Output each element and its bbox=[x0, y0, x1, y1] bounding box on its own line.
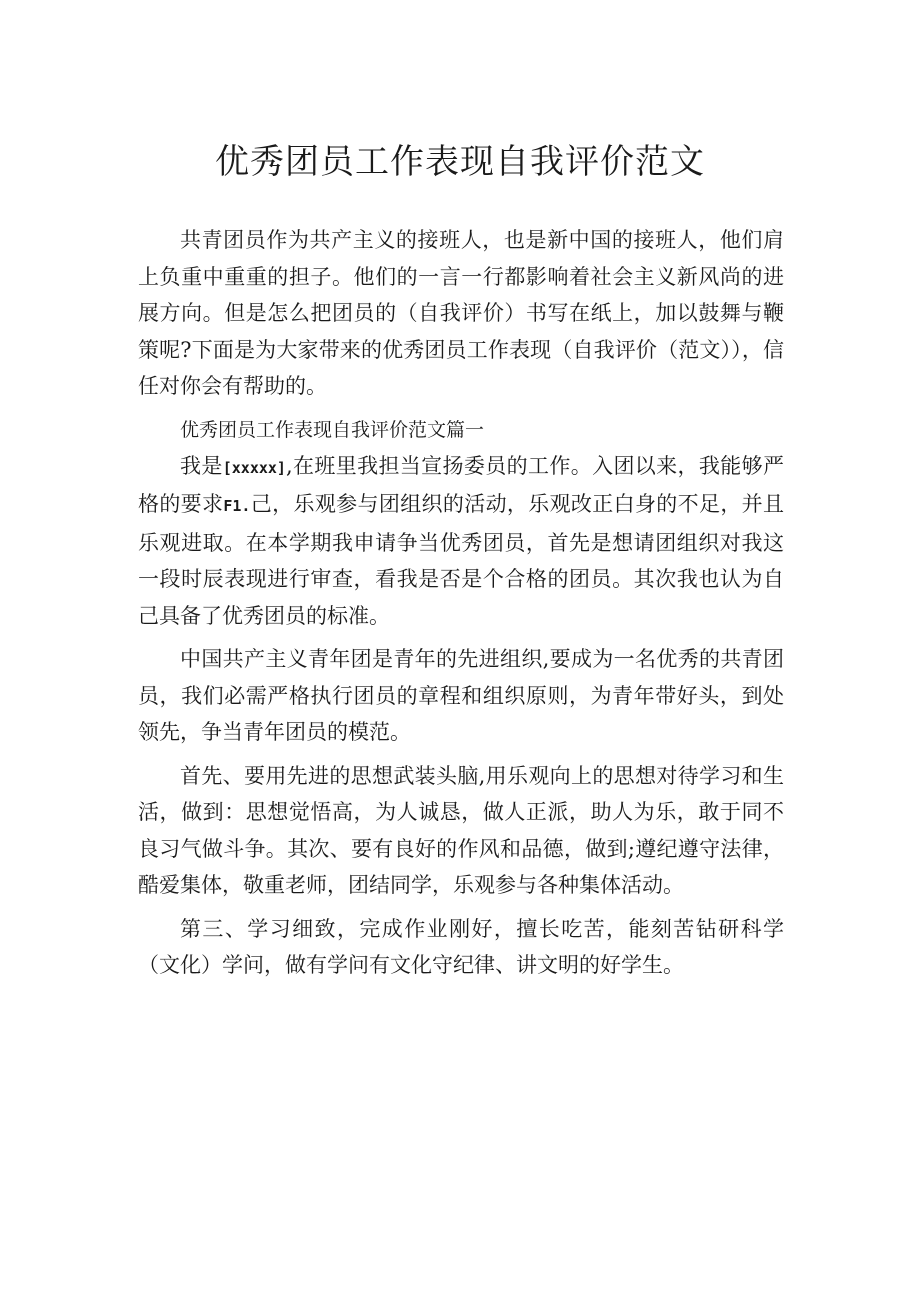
section-heading: 优秀团员工作表现自我评价范文篇一 bbox=[180, 418, 485, 441]
paragraph-1 bbox=[138, 448, 784, 635]
paragraph-3: 首先、要用先进的思想武装头脑,用乐观向上的思想对待学习和生活，做到：思想觉悟高，为人诚恳，做人正派，助人为乐，敢于同不良习气做斗争。其次、要有良好的作风和品德，做到;遵纪遵守法律，酷爱集体，敬重老师，团结同学，乐观参与各种集体活动。 bbox=[138, 763, 784, 897]
garbled-code: F1. bbox=[223, 497, 251, 515]
paragraph-1-text-a: 我是 bbox=[180, 453, 223, 478]
intro-paragraph: 共青团员作为共产主义的接班人，也是新中国的接班人，他们肩上负重中重重的担子。他们的一言一行都影响着社会主义新风尚的进展方向。但是怎么把团员的（自我评价）书写在纸上，加以鼓舞与鞭策呢?下面是为大家带来的优秀团员工作表现（自我评价（范文）），信任对你会有帮助的。 bbox=[138, 228, 784, 398]
document-body bbox=[138, 222, 784, 984]
document-title: 优秀团员工作表现自我评价范文 bbox=[215, 142, 705, 182]
paragraph-1-text-b: ,在班里我担当宣扬委员的工作。入团以来，我能够严格的要求 bbox=[138, 453, 784, 516]
paragraph-1-text-c: 己，乐观参与团组织的活动，乐观改正白身的不足，并且乐观进取。在本学期我申请争当优秀团员，首先是想请团组织对我这一段时辰表现进行审查，看我是否是个合格的团员。其次我也认为自己具备了优秀团员的标准。 bbox=[138, 492, 785, 628]
paragraph-4: 第三、学习细致，完成作业刚好，擅长吃苦，能刻苦钻研科学（文化）学问，做有学问有文化守纪律、讲文明的好学生。 bbox=[138, 916, 784, 977]
placeholder-name-code: [xxxxx] bbox=[222, 458, 286, 477]
paragraph-2: 中国共产主义青年团是青年的先进组织,要成为一名优秀的共青团员，我们必需严格执行团员的章程和组织原则，为青年带好头，到处领先，争当青年团员的模范。 bbox=[138, 647, 784, 744]
